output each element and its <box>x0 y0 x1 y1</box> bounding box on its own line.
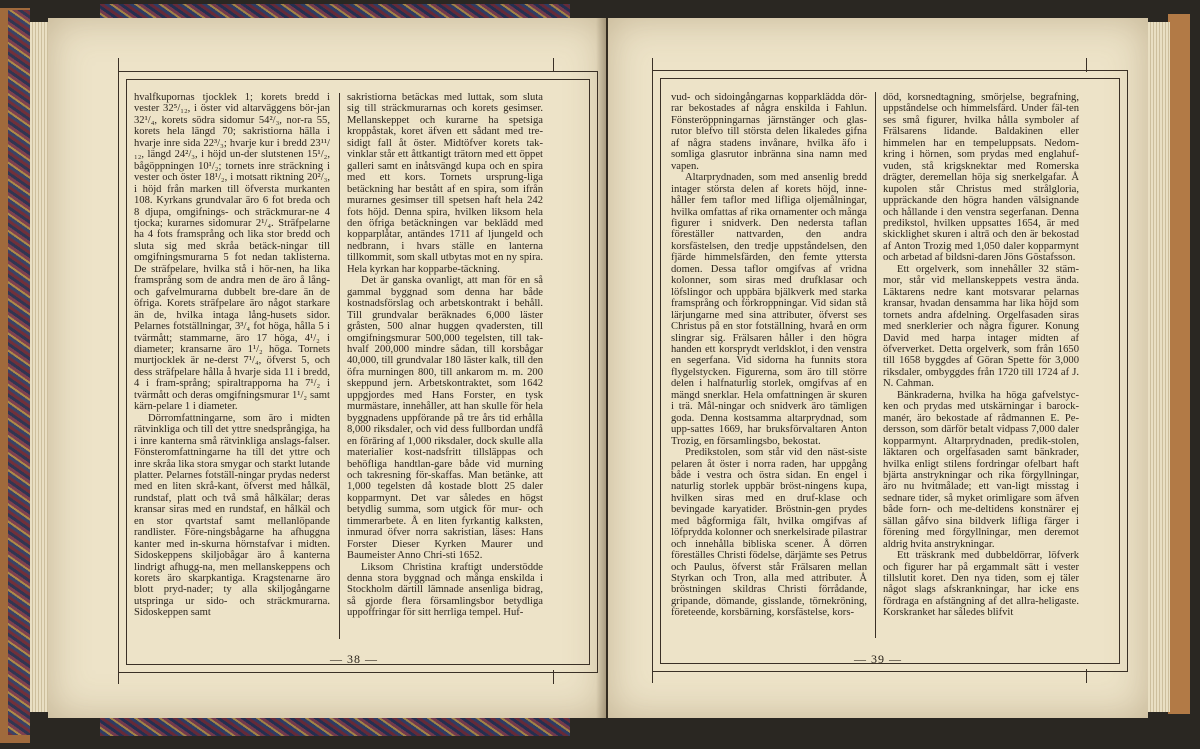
paragraph: Ett träskrank med dubbeldörrar, löfverk och figurer har på ergammalt sätt i vester tillslutit koret. Den nya tiden, som ej täler något slags afskrankningar, har icke ens fördraga en afstängning af det allra-heligaste. Korskranket har således blifvit <box>883 550 1079 619</box>
crop-mark <box>118 670 119 684</box>
right-page-column-1 <box>671 92 867 619</box>
paragraph: Liksom Christina kraftigt understödde denna stora byggnad och många enskilda i Stockholm därtill lämnade ansenliga bidrag, så gjorde flera församlingsbor betydliga uppoffringar för sitt herrliga tempel. Huf- <box>347 561 543 619</box>
left-page <box>48 18 606 718</box>
book-cover-right <box>1168 14 1190 714</box>
page-number: — 39 — <box>854 652 902 666</box>
crop-mark <box>553 58 554 72</box>
crop-mark <box>652 669 653 683</box>
page-number: — 38 — <box>330 652 378 666</box>
page-edges-right <box>1148 22 1170 712</box>
marbled-endpaper-bottom <box>100 718 570 736</box>
marbled-endpaper-left <box>8 10 30 735</box>
paragraph: Altarprydnaden, som med ansenlig bredd intager största delen af korets höjd, inne-håller fem taflor med lifliga oljemålningar, hvilka omfattas af rika ornamenter och många figurer i snidverk. Den nedersta taflan föreställer nattvarden, den andra korsfästelsen, den tredje uppståndelsen, den fjärde himmelsfärden, den femte yttersta domen. Dessa taflor omgifvas af vridna kolonner, som siras med drufklasar och löfslingor och uppbära bjälkverk med starka framsprång och förkroppningar. Vid sidan stå lärjungarne med sina attributer, öfverst ses Christus på en stor fotställning, hvarå en orm slingrar sig. Frälsaren håller i den högra handen ett korsprydt verldsklot, i den venstra en segerfana. Vid sidorna ha funnits stora flygelstycken. Figurerna, som äro till större delen i halfnaturlig storlek, omgifvas af en mängd snerklar. Hela omfattningen är skuren i trä. Mål-ningar och snidverk äro tämligen goda. Denna kostsamma altarprydnad, som upp-sattes 1669, har bruksförvaltaren Anton Trozig, en församlingsbo, bekostat. <box>671 172 867 447</box>
right-page-column-2 <box>883 92 1079 619</box>
right-page <box>608 18 1148 718</box>
paragraph: Ett orgelverk, som innehåller 32 stäm-mor, står vid mellanskeppets vestra ända. Läktarens nedre kant motsvarar pelarnas kransar, hvadan densamma har lika höjd som tornets andra afdelning. Orgelfasaden siras med snerklerier och några figurer. Konung David med harpa intager midten af öfververket. Detta orgelverk, som från 1650 till 1658 byggdes af Göran Spette för 3,000 riksdaler, ombyggdes från 1720 till 1724 af J. N. Cahman. <box>883 263 1079 390</box>
paragraph: hvalfkupornas tjocklek 1; korets bredd i vester 32⁵/₁₂, i öster vid altarväggens bör-jan 32¹/₄, korets södra sidomur 54²/₃, nor-ra 55, korets hela längd 70; sakristiorna hälla i hvarje inre sida 22³/₃; hvarje kur i bredd 23¹¹/₁₂, längd 24²/₃, i höjd un-der slutstenen 15¹/₂, bågöppningen 10¹/₂; tornets inre sträckning i vester och öster 18¹/₂, i motsatt riktning 20²/₃, i höjd från marken till öfversta murkanten 108. Kyrkans grundvalar äro 6 fot breda och 8 djupa, omgifnings- och sträckmurar-ne 4 tjocka; kurarnes sidomurar 2¹/₄. Sträfpelarne ha 4 fots framsprång och lika stor bredd och sluta sig med skråa betäck-ningar till omgifningsmurarna 5 fot nedan taklisterna. De sträfpelare, hvilka stå i hör-nen, ha lika framsprång som de andra men de äro å lång- och gafvelmurarna dubbelt bre-dare än de öfriga. Korets sträfpelare äro något starkare än de, hvilka intaga lång-husets sidor. Pelarnes fotställningar, 3³/₄ fot höga, hålla 5 i tvärmått; stammarne, äro 17 höga, 4¹/₂ i diameter; kransarne äro 1¹/₂ höga. Tornets murtjocklek är ne-derst 7¹/₄, öfverst 5, och dess sträfpelare hålla å hvarje sida 11 i bredd, 4 i fram-språng; spiraltrapporna ha 7¹/₂ i tvärmått och deras omgifningsmurar 1¹/₂ samt kärn-pelare 1 i diameter. <box>134 92 330 413</box>
crop-mark <box>553 670 554 684</box>
column-divider <box>875 92 876 638</box>
paragraph: Det är ganska ovanligt, att man för en så gammal byggnad som denna har både kostnadsförslag och arbetskontrakt i behåll. Till grundvalar beräknades 6,000 läster gråsten, 500 alnar huggen qvadersten, till omgifningsmurar 500,000 tegelsten, till tak-hvalf 200,000 mindre sådan, till korsbågar 40,000, till grundvalar 180 läster kalk, till den öfra murningen 800, till ankarom m. m. 200 skeppund jern. Arbetskontraktet, som 1642 uppgjordes med Hans Forster, en tysk murmästare, innehåller, att han skulle för hela byggnadens uppförande på tre års tid erhålla 8,000 riksdaler, och vid dess fullbordan undfå en förāring af 1,000 riksdaler, dock skulle alla materialier kost-nadsfritt tillsläppas och behöfliga handtlan-gare både vid murning och takresning för-skaffas. Man betänke, att 1,000 tegelsten då kostade blott 25 daler kopparmynt. Det var således en högst betydlig summa, som utgick för mur- och timmerarbete. Å en liten fyrkantig kalksten, inmurad öfver norra sakristian, läses: Hans Forster Dieser Kyrken Maurer und Baumeister Anno Chri-sti 1652. <box>347 275 543 562</box>
paragraph: död, korsnedtagning, smörjelse, begrafning, uppståndelse och himmelsfärd. Under fäl-ten ses små figurer, hvilka hålla symboler af Frälsarens lidande. Baldakinen eller himmelen har en tempeluppsats. Nedom-kring i hörnen, som prydas med englahuf-vuden, stå krigsknektar med Romerska drägter, deremellan höja sig snerkelgafar. Å kupolen står Christus med strålgloria, uppräckande den högra handen välsignande och hållande i den venstra segerfanan. Denna predikstol, hvilken uppsattes 1654, är med skicklighet skuren i altrā och den är bekostad af Anton Trozig med 1,050 daler kopparmynt och arbetad af bildsni-daren Jöns Göstafsson. <box>883 92 1079 264</box>
crop-mark <box>652 58 653 72</box>
crop-mark <box>1086 669 1087 683</box>
paragraph: Dörromfattningarne, som äro i midten rätvinkliga och till det yttre snedsprångiga, ha i inre kanterna små rätvinkliga anslags-falser. Fönsteromfattningarne ha till det yttre och inre skråa lika stora smygar och starkt lutande platter. Pelarnes fotställ-ningar prydas nederst med en liten skrå-kant, öfverst med hålkäl, rundstaf, platt och två små hålkälar; deras kransar siras med en rundstaf, en hålkäl och en stor qvartstaf samt mellanlöpande randlister. Före-ningsbågarne ha afhuggna kanter med in-skurna hörnstafvar i midten. Sidoskeppens skiljobågar äro å kanterna lindrigt afhugg-na, men mellanskeppens och korets äro skarpkantiga. Kragstenarne äro blott pryd-nader; ty alla skiljogångarne utspringa ur sido- och sträckmurarna. Sidoskeppen samt <box>134 412 330 619</box>
column-divider <box>339 93 340 639</box>
paragraph: Predikstolen, som står vid den näst-siste pelaren åt öster i norra raden, har uppgång både i vestra och östra sidan. En engel i naturlig storlek uppbär bröst-ningens kupa, hvilken siras med en druf-klase och bevingade karyatider. Bröstnin-gen prydes med bågformiga fält, hvilka omgifvas af löfprydda kolonner och snerkelsirade pilastrar och innehålla bibliska scener. Å dörren föreställes Christi födelse, därjämte ses Petrus och Paulus, öfverst står Frälsaren mellan Styrkan och Tron, alla med attributer. Å bröstningen skildras Christi förrådande, gripande, dömande, gisslande, törnekröning, företeende, korsbärning, korsfästelse, kors- <box>671 447 867 619</box>
crop-mark <box>1086 58 1087 72</box>
paragraph: vud- och sidoingångarnas kopparklädda dör-rar bekostades af några enskilda i Fahlun. Fönsteröppningarnas järnstänger och glas-rutor blefvo till största delen likaledes gifna af några stadens invånare, hvilka äfo i somliga glasrutor inbränna sina namn med vapen. <box>671 92 867 172</box>
crop-mark <box>118 58 119 72</box>
paragraph: Bänkraderna, hvilka ha höga gafvelstyc-ken och prydas med utskärningar i barock-manér, äro bekostade af rådmannen E. Pe-dersson, som därför betalt vidpass 7,000 daler kopparmynt. Altarprydnaden, predik-stolen, läktaren och orgelfasaden samt bänkrader, hvilka enligt stilens fordringar ofelbart haft bjärta anstrykningar och rika förgyllningar, äro nu hvitmålade; ett van-ligt misstag i sednare tider, så myket orimligare som äfven både forn- och me-deltidens konstnärer ej sällan gåfvo sina bildverk lifliga färger i förening med förgyllningar, men deremot aldrig hvita anstrykningar. <box>883 389 1079 550</box>
left-page-column-2 <box>347 92 543 619</box>
left-page-column-1 <box>134 92 330 619</box>
page-edges-left <box>30 22 48 712</box>
paragraph: sakristiorna betäckas med luttak, som sluta sig till sträckmurarnas och korets gesimser. Mellanskeppet och kurarne ha spetsiga kroppåstak, koret äfven ett sådant med tre-sidigt fall åt öster. Midtöfver korets tak-vinklar står ett åttkantigt trätorn med ett öppet galleri samt en inåtsvängd kupa och en spira med ett kors. Tornets ursprung-liga betäckning har bestått af en spira, som ifrån murarnes gesimser till spetsen haft hela 242 fots höjd. Denna spira, hvilken liksom hela den öfriga betäckningen var beklädd med kopparplåtar, antändes 1711 af ljungeld och nedbrann, i hvars ställe en lanterna tillkommit, som skall utbytas mot en ny spira. Hela kyrkan har kopparbe-täckning. <box>347 92 543 275</box>
